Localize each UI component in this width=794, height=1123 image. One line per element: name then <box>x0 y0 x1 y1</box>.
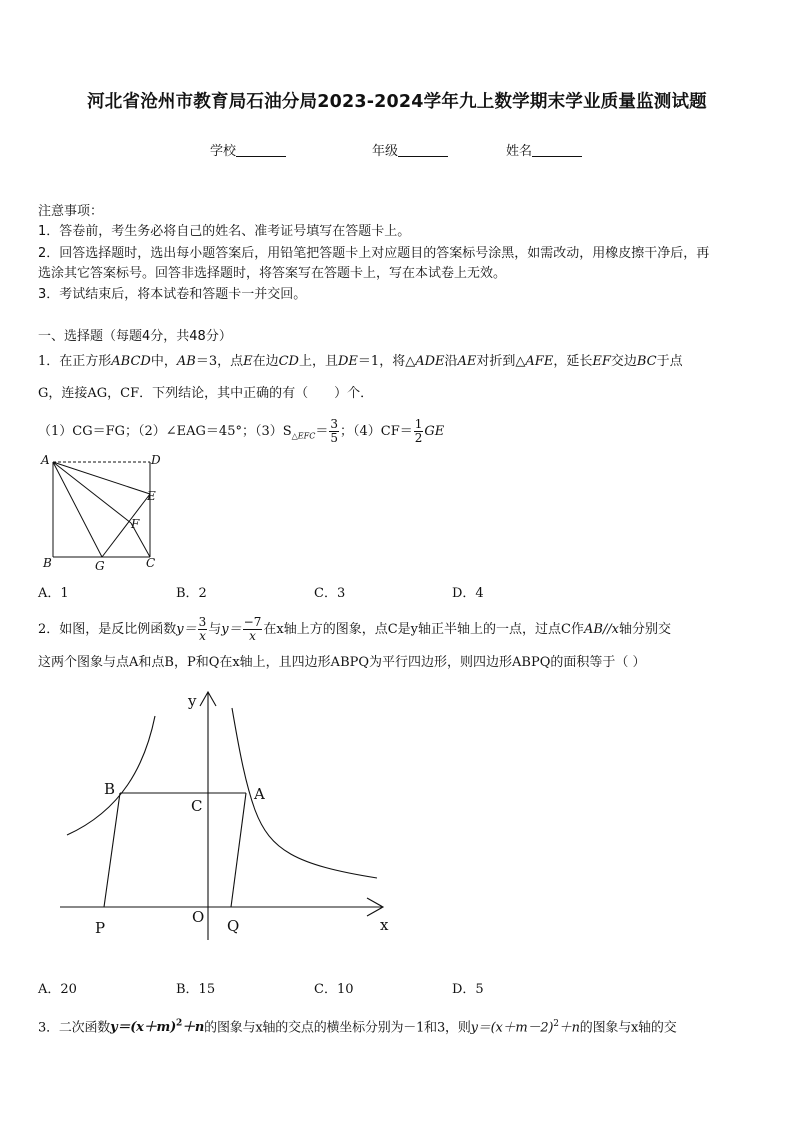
school-field: 学校 <box>210 140 286 159</box>
q1-line2: G，连接AG，CF．下列结论，其中正确的有（ ）个． <box>38 386 374 401</box>
q2-option-b[interactable]: B．15 <box>176 982 216 997</box>
notice-item-3: 3．考试结束后，将本试卷和答题卡一并交回。 <box>38 287 307 302</box>
grade-blank[interactable] <box>398 144 448 157</box>
q1-line1: 1．在正方形ABCD中，AB＝3，点E在边CD上，且DE＝1，将△ADE沿AE对折到△AFE，延长EF交边BC于点 <box>38 354 683 369</box>
segment-af <box>53 462 131 523</box>
label-o: O <box>192 908 205 926</box>
page-title: 河北省沧州市教育局石油分局2023-2024学年九上数学期末学业质量监测试题 <box>87 92 707 112</box>
q1-option-a[interactable]: A．1 <box>38 586 69 601</box>
grade-field: 年级 <box>372 140 448 159</box>
notice-heading: 注意事项： <box>38 204 104 219</box>
q1-options <box>38 582 760 602</box>
name-blank[interactable] <box>532 144 582 157</box>
school-blank[interactable] <box>236 144 286 157</box>
q1-option-d[interactable]: D．4 <box>452 586 484 601</box>
q1-square-figure <box>36 450 166 572</box>
name-field: 姓名 <box>506 140 582 159</box>
label-b: B <box>104 780 116 798</box>
label-f: F <box>131 517 140 531</box>
segment-eg <box>102 494 150 557</box>
label-b: B <box>43 556 52 570</box>
q2-line2: 这两个图象与点A和点B，P和Q在x轴上，且四边形ABPQ为平行四边形，则四边形ABPQ的面积等于（ ） <box>38 655 646 670</box>
q2-option-d[interactable]: D．5 <box>452 982 484 997</box>
label-y-axis: y <box>188 692 197 710</box>
q1-conclusions: （1）CG＝FG；（2）∠EAG＝45°；$(3)S_{\triangle EFC}=$ $\frac{3}{5}$ ；（4）CF＝ $\frac{1}{2}$ GE <box>38 417 445 445</box>
segment-bp <box>104 793 120 907</box>
section-heading: 一、选择题（每题4分，共48分） <box>38 329 232 344</box>
label-c: C <box>146 556 156 570</box>
q2-graph-figure <box>50 680 400 945</box>
segment-aq <box>231 793 246 907</box>
curve-left <box>67 716 155 835</box>
q2-option-a[interactable]: A．20 <box>38 982 77 997</box>
label-c: C <box>191 797 203 815</box>
label-a: A <box>41 453 50 467</box>
label-e: E <box>147 489 156 503</box>
notice-item-2: 2．回答选择题时，选出每小题答案后，用铅笔把答题卡上对应题目的答案标号涂黑，如需改动，用橡皮擦干净后，再 <box>38 246 710 261</box>
label-d: D <box>151 453 161 467</box>
notice-item-1: 1．答卷前，考生务必将自己的姓名、准考证号填写在答题卡上。 <box>38 224 411 239</box>
q2-option-c[interactable]: C．10 <box>314 982 354 997</box>
label-q: Q <box>227 917 240 935</box>
notice-item-2-cont: 选涂其它答案标号。回答非选择题时，将答案写在答题卡上，写在本试卷上无效。 <box>38 266 507 281</box>
q2-line1: 2．如图，是反比例函数y＝ $\frac{3}{x}$与y＝ $\frac{-7}{x}$在x轴上方的图象，点C是y轴正半轴上的一点，过点C作AB//x轴分别交 <box>38 615 671 643</box>
q2-options <box>38 978 760 998</box>
label-x-axis: x <box>380 916 389 934</box>
q3-line1: 3．二次函数$y=(x+m)^2+n$的图象与x轴的交点的横坐标分别为－1和3，则$y=(x+m-2)^2+n$的图象与x轴的交 <box>38 1019 677 1036</box>
label-g: G <box>95 559 105 572</box>
q1-option-c[interactable]: C．3 <box>314 586 346 601</box>
label-p: P <box>95 919 106 937</box>
label-a: A <box>254 785 265 803</box>
q1-option-b[interactable]: B．2 <box>176 586 207 601</box>
